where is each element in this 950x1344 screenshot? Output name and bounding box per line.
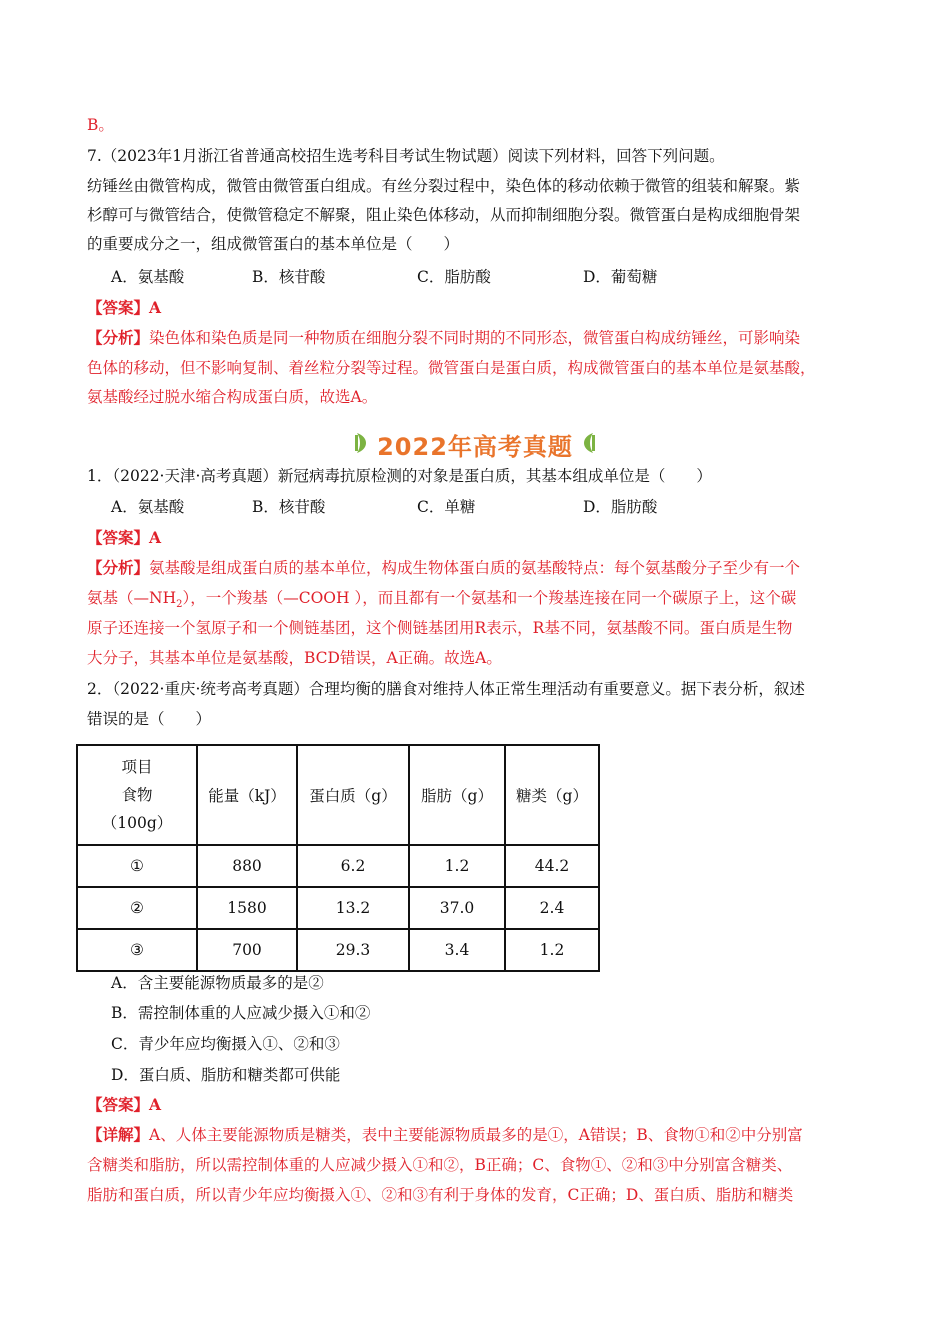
analysis-tag: 【分析】 <box>87 328 150 347</box>
q7-answer <box>87 298 161 318</box>
table-cell: 2.4 <box>505 887 599 929</box>
table-cell: 1.2 <box>409 845 505 887</box>
q7-option-a: A．氨基酸 <box>111 268 185 286</box>
table-row <box>77 929 599 971</box>
q7-option-b: B．核苷酸 <box>252 268 326 286</box>
q1-option-a: A．氨基酸 <box>111 498 185 516</box>
q2-option-a: A．含主要能源物质最多的是② <box>111 974 324 992</box>
table-row <box>77 845 599 887</box>
detail-tag: 【详解】 <box>87 1125 150 1144</box>
q2-detail-line <box>87 1125 803 1145</box>
table-cell: 3.4 <box>409 929 505 971</box>
table-cell: 13.2 <box>297 887 409 929</box>
answer-value: A <box>149 528 162 547</box>
table-cell: 1.2 <box>505 929 599 971</box>
analysis-text: ），一个羧基（—COOH ），而且都有一个氨基和一个羧基连接在同一个碳原子上，这个碳 <box>182 589 797 607</box>
q2-detail-line: 脂肪和蛋白质，所以青少年应均衡摄入①、②和③有利于身体的发育，C正确；D、蛋白质、脂肪和糖类 <box>87 1186 794 1204</box>
q7-material-line: 杉醇可与微管结合，使微管稳定不解聚，阻止染色体移动，从而抑制细胞分裂。微管蛋白是构成细胞骨架 <box>87 206 801 224</box>
analysis-text: 氨基（—NH <box>87 589 177 607</box>
table-row <box>77 887 599 929</box>
corner-label: 项目 <box>121 758 153 776</box>
q2-option-b: B．需控制体重的人应减少摄入①和② <box>111 1004 371 1022</box>
answer-value: A <box>149 298 162 317</box>
previous-answer-tail: B。 <box>87 116 114 134</box>
q1-option-c: C．单糖 <box>417 498 476 516</box>
q2-stem: 错误的是（ ） <box>87 710 212 728</box>
section-title: 2022年高考真题 <box>377 433 573 461</box>
table-header-row <box>77 745 599 845</box>
nutrition-table <box>76 744 600 972</box>
table-cell: 1580 <box>197 887 297 929</box>
q1-option-d: D．脂肪酸 <box>583 498 658 516</box>
q1-answer <box>87 528 161 548</box>
table-cell: ① <box>77 845 197 887</box>
table-cell: 6.2 <box>297 845 409 887</box>
analysis-text: 氨基酸是组成蛋白质的基本单位，构成生物体蛋白质的氨基酸特点：每个氨基酸分子至少有一个 <box>149 559 801 577</box>
q1-analysis-line <box>87 558 800 578</box>
table-cell: ② <box>77 887 197 929</box>
answer-value: A <box>149 1095 162 1114</box>
q7-option-c: C．脂肪酸 <box>417 268 491 286</box>
q7-analysis-line <box>87 328 800 348</box>
table-cell: 37.0 <box>409 887 505 929</box>
table-header-cell: 脂肪（g） <box>409 745 505 845</box>
subscript-2: 2 <box>176 599 183 611</box>
q7-analysis-line: 色体的移动，但不影响复制、着丝粒分裂等过程。微管蛋白是蛋白质，构成微管蛋白的基本单位是氨基酸， <box>87 359 816 377</box>
table-header-cell: 能量（kJ） <box>197 745 297 845</box>
corner-label: （100g） <box>101 814 173 832</box>
q1-stem: 1．（2022·天津·高考真题）新冠病毒抗原检测的对象是蛋白质，其基本组成单位是（ ） <box>87 467 712 485</box>
q7-stem: 7.（2023年1月浙江省普通高校招生选考科目考试生物试题）阅读下列材料，回答下列问题。 <box>87 147 725 165</box>
q1-analysis-line <box>87 588 796 615</box>
table-cell: ③ <box>77 929 197 971</box>
q7-material-line: 的重要成分之一，组成微管蛋白的基本单位是（ ） <box>87 235 460 253</box>
detail-text: A、人体主要能源物质是糖类，表中主要能源物质最多的是①，A错误；B、食物①和②中分别富 <box>149 1126 803 1144</box>
q2-option-d: D．蛋白质、脂肪和糖类都可供能 <box>111 1066 341 1084</box>
table-cell: 700 <box>197 929 297 971</box>
q1-option-b: B．核苷酸 <box>252 498 326 516</box>
table-header-cell: 蛋白质（g） <box>297 745 409 845</box>
analysis-text: 染色体和染色质是同一种物质在细胞分裂不同时期的不同形态，微管蛋白构成纺锤丝，可影响染 <box>149 329 801 347</box>
q2-detail-line: 含糖类和脂肪，所以需控制体重的人应减少摄入①和②，B正确；C、食物①、②和③中分别富含糖类、 <box>87 1156 793 1174</box>
table-cell: 880 <box>197 845 297 887</box>
q2-option-c: C．青少年应均衡摄入①、②和③ <box>111 1035 340 1053</box>
corner-label: 食物 <box>121 786 153 804</box>
table-corner-cell <box>77 745 197 845</box>
q2-answer <box>87 1095 161 1115</box>
answer-tag: 【答案】 <box>87 298 150 317</box>
answer-tag: 【答案】 <box>87 528 150 547</box>
section-banner <box>355 425 595 461</box>
q1-analysis-line: 大分子，其基本单位是氨基酸，BCD错误，A正确。故选A。 <box>87 649 502 667</box>
table-header-cell: 糖类（g） <box>505 745 599 845</box>
table-cell: 29.3 <box>297 929 409 971</box>
answer-tag: 【答案】 <box>87 1095 150 1114</box>
q7-analysis-line: 氨基酸经过脱水缩合构成蛋白质，故选A。 <box>87 388 378 406</box>
analysis-tag: 【分析】 <box>87 558 150 577</box>
q1-analysis-line: 原子还连接一个氢原子和一个侧链基团，这个侧链基团用R表示，R基不同，氨基酸不同。蛋白质是生物 <box>87 619 793 637</box>
table-cell: 44.2 <box>505 845 599 887</box>
right-leaf-icon <box>579 431 595 455</box>
q2-stem: 2．（2022·重庆·统考高考真题）合理均衡的膳食对维持人体正常生理活动有重要意义。据下表分析，叙述 <box>87 680 805 698</box>
q7-option-d: D．葡萄糖 <box>583 268 658 286</box>
q7-material-line: 纺锤丝由微管构成，微管由微管蛋白组成。有丝分裂过程中，染色体的移动依赖于微管的组装和解聚。紫 <box>87 177 801 195</box>
